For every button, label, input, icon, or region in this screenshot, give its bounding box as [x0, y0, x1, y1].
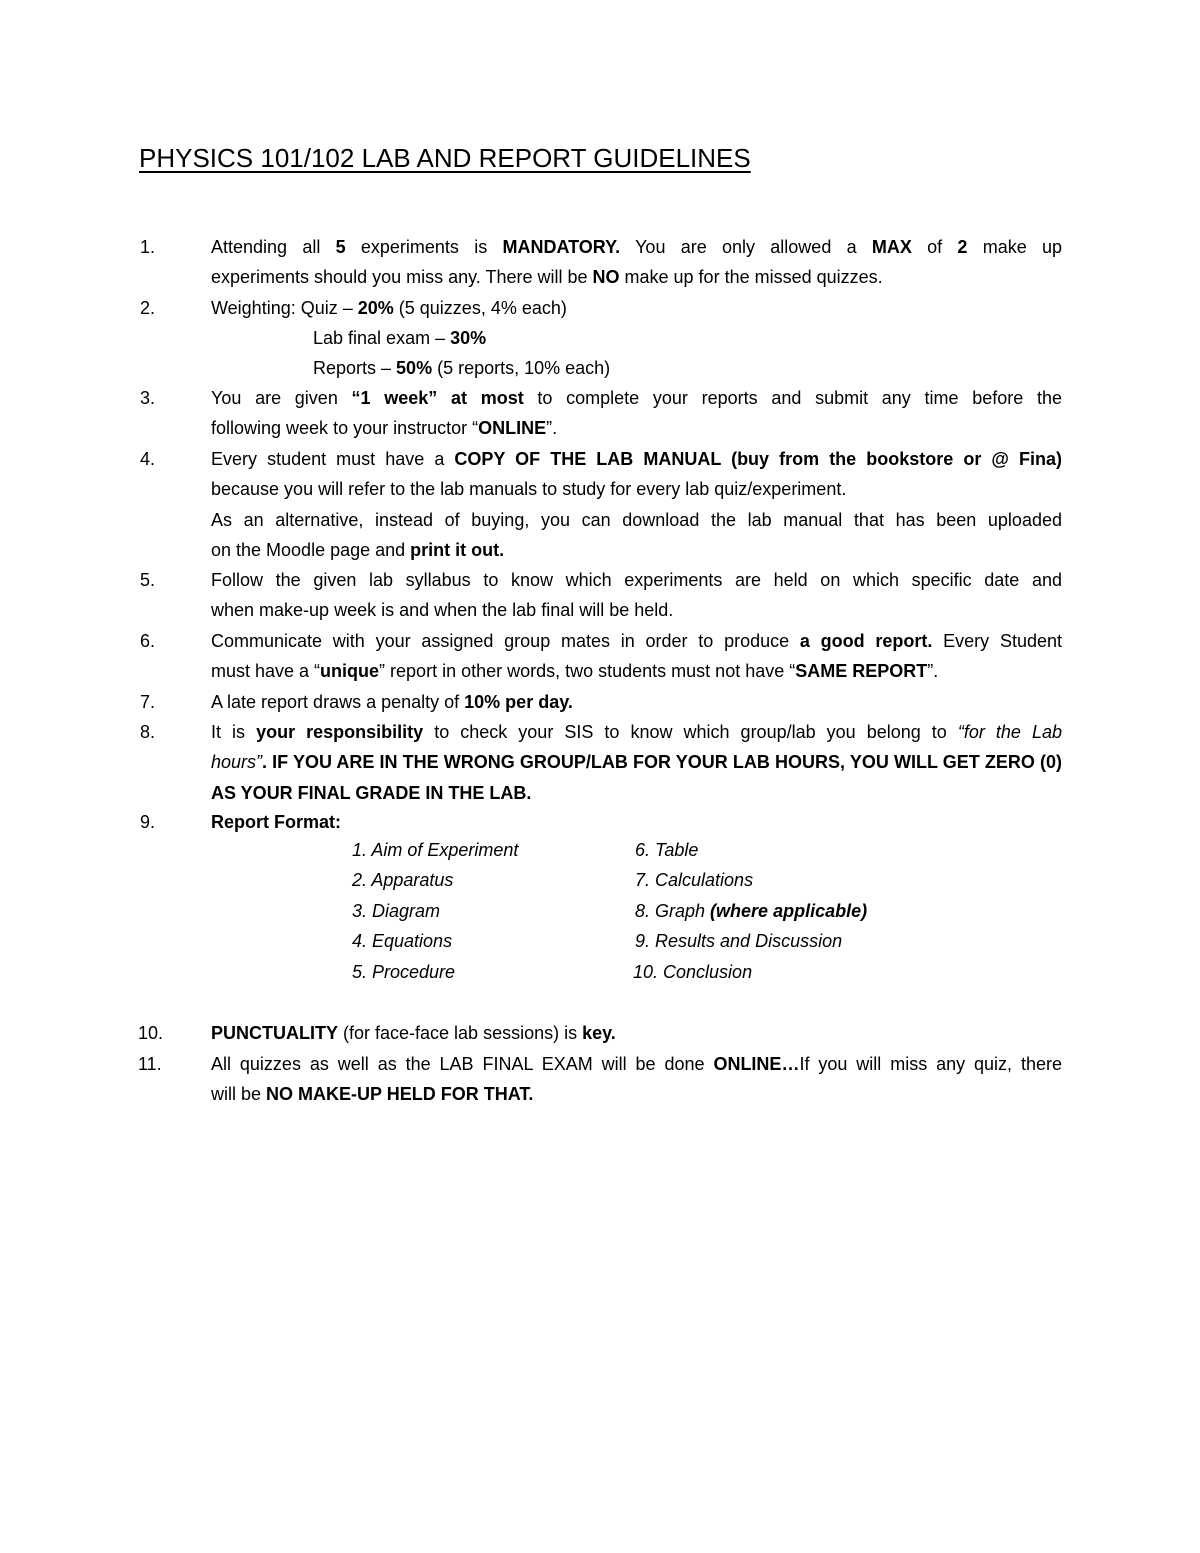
list-item-number: 6. — [140, 631, 156, 651]
report-format-item: 3. Diagram — [352, 900, 441, 921]
list-item-number: 8. — [140, 722, 156, 742]
list-item-number: 1. — [140, 237, 156, 257]
list-item — [140, 232, 1062, 293]
list-item — [140, 807, 1062, 837]
list-item — [140, 1049, 1062, 1110]
text-line: will be NO MAKE-UP HELD FOR THAT. — [211, 1084, 534, 1105]
list-item — [140, 444, 1062, 565]
text-line: Communicate with your assigned group mates in order to produce a good report. Every Student — [211, 631, 1062, 651]
list-item-text — [211, 807, 1062, 837]
list-item — [140, 293, 1062, 323]
report-format-item: 7. Calculations — [635, 870, 754, 891]
document-title: PHYSICS 101/102 LAB AND REPORT GUIDELINES — [139, 143, 751, 173]
list-item-number: 2. — [140, 298, 156, 318]
report-format-item: 8. Graph (where applicable) — [635, 900, 868, 921]
text-line: AS YOUR FINAL GRADE IN THE LAB. — [211, 782, 532, 803]
report-format-item: 6. Table — [635, 840, 699, 860]
text-line: PUNCTUALITY (for face-face lab sessions) is key. — [211, 1023, 616, 1043]
text-line: Report Format: — [211, 812, 341, 832]
text-line: It is your responsibility to check your SIS to know which group/lab you belong to “for the Lab — [211, 722, 1062, 742]
list-item — [140, 626, 1062, 687]
list-item-text — [211, 1049, 1062, 1110]
text-line: on the Moodle page and print it out. — [211, 539, 505, 560]
list-item-text — [211, 565, 1062, 626]
report-format-item: 10. Conclusion — [633, 961, 753, 982]
list-item-text — [211, 293, 1062, 323]
list-item — [140, 717, 1062, 808]
list-item-text — [211, 444, 1062, 565]
list-item-number: 4. — [140, 449, 156, 469]
text-line: because you will refer to the lab manuals to study for every lab quiz/experiment. — [211, 479, 847, 500]
text-line: Weighting: Quiz – 20% (5 quizzes, 4% each) — [211, 298, 567, 318]
text-line: following week to your instructor “ONLINE”. — [211, 418, 558, 439]
weighting-line: Reports – 50% (5 reports, 10% each) — [313, 358, 611, 379]
list-item-number: 3. — [140, 388, 156, 408]
report-format-item: 2. Apparatus — [352, 870, 454, 891]
weighting-line: Lab final exam – 30% — [313, 328, 487, 348]
text-line: Attending all 5 experiments is MANDATORY. You are only allowed a MAX of 2 make up — [211, 237, 1063, 257]
list-item-number: 9. — [140, 812, 156, 832]
text-line: experiments should you miss any. There will be NO make up for the missed quizzes. — [211, 267, 883, 288]
list-item-text — [211, 687, 1062, 717]
list-item-text — [211, 232, 1062, 293]
list-item-number: 5. — [140, 570, 156, 590]
list-item — [140, 687, 1062, 717]
list-item — [140, 1018, 1062, 1048]
text-line: when make-up week is and when the lab final will be held. — [211, 600, 674, 621]
text-line: Follow the given lab syllabus to know which experiments are held on which specific date and — [211, 570, 1062, 590]
text-line: hours”. IF YOU ARE IN THE WRONG GROUP/LAB FOR YOUR LAB HOURS, YOU WILL GET ZERO (0) — [211, 752, 1062, 773]
report-format-item: 9. Results and Discussion — [635, 931, 843, 952]
text-line: Every student must have a COPY OF THE LAB MANUAL (buy from the bookstore or @ Fina) — [211, 449, 1062, 469]
list-item-text — [211, 626, 1062, 687]
list-item-text — [211, 1018, 1062, 1048]
text-line: As an alternative, instead of buying, you can download the lab manual that has been uploaded — [211, 509, 1062, 530]
text-line: You are given “1 week” at most to complete your reports and submit any time before the — [211, 388, 1062, 408]
list-item-number: 10. — [138, 1023, 164, 1043]
list-item-number: 11. — [138, 1054, 162, 1074]
list-item — [140, 565, 1062, 626]
report-format-item: 1. Aim of Experiment — [352, 840, 519, 860]
list-item-text — [211, 717, 1062, 808]
text-line: A late report draws a penalty of 10% per day. — [211, 692, 573, 712]
list-item-number: 7. — [140, 692, 156, 712]
report-format-item: 5. Procedure — [352, 961, 456, 982]
report-format-item: 4. Equations — [352, 931, 453, 952]
text-line: must have a “unique” report in other words, two students must not have “SAME REPORT”. — [211, 661, 939, 682]
text-line: All quizzes as well as the LAB FINAL EXAM will be done ONLINE…If you will miss any quiz, there — [211, 1054, 1062, 1074]
list-item-text — [211, 383, 1062, 444]
list-item — [140, 383, 1062, 444]
